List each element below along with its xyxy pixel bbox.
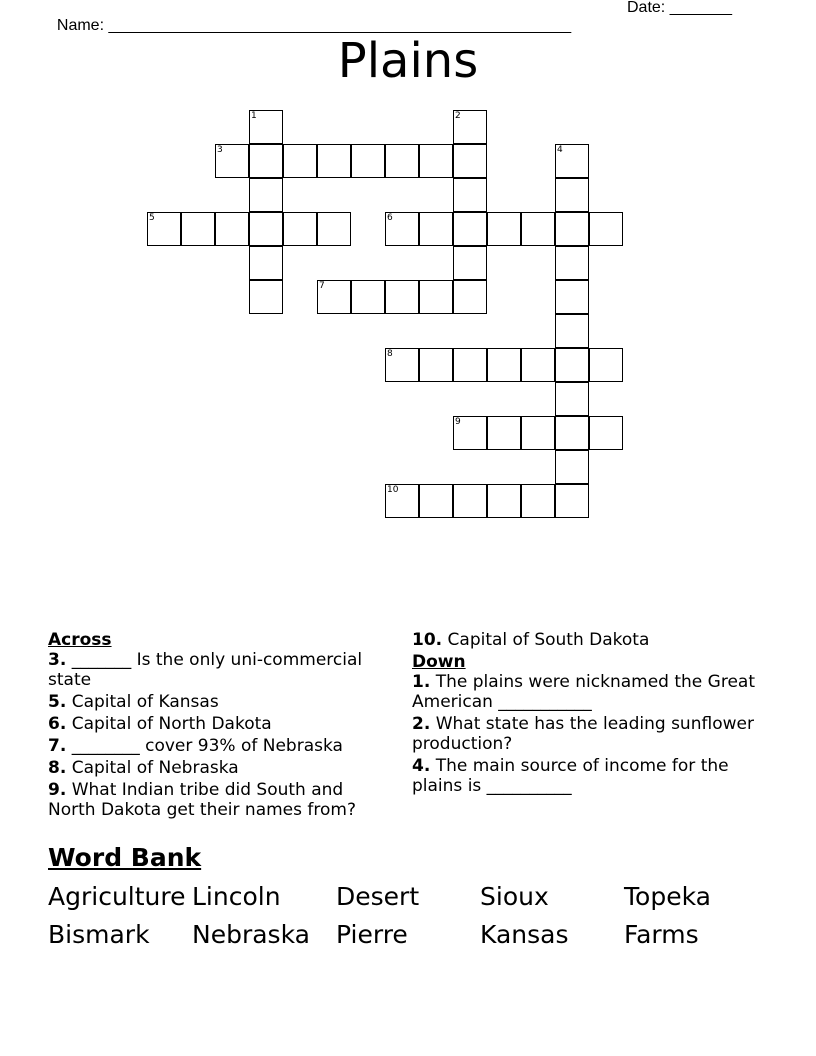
clue-number: 10 xyxy=(387,485,399,495)
across-heading: Across xyxy=(48,630,112,650)
word-bank-item: Nebraska xyxy=(192,920,310,949)
clue-number-label: 8. xyxy=(48,758,67,778)
clue xyxy=(48,758,378,778)
clue-number: 2 xyxy=(455,111,461,121)
grid-cell[interactable] xyxy=(453,484,487,518)
grid-cell[interactable] xyxy=(555,212,589,246)
grid-cell[interactable] xyxy=(215,144,249,178)
word-bank-item: Farms xyxy=(624,920,699,949)
grid-cell[interactable] xyxy=(555,178,589,212)
clue-text: Capital of Nebraska xyxy=(66,758,239,778)
grid-cell[interactable] xyxy=(249,280,283,314)
grid-cell[interactable] xyxy=(555,416,589,450)
grid-cell[interactable] xyxy=(589,348,623,382)
grid-cell[interactable] xyxy=(589,416,623,450)
grid-cell[interactable] xyxy=(453,280,487,314)
word-bank-item: Bismark xyxy=(48,920,150,949)
grid-cell[interactable] xyxy=(521,348,555,382)
grid-cell[interactable] xyxy=(215,212,249,246)
clue-number: 6 xyxy=(387,213,393,223)
clue-text: The main source of income for the plains is __________ xyxy=(412,756,729,796)
grid-cell[interactable] xyxy=(487,212,521,246)
clue xyxy=(48,736,378,756)
grid-cell[interactable] xyxy=(283,212,317,246)
clue-text: Capital of South Dakota xyxy=(442,630,650,650)
clue-text: What Indian tribe did South and North Dakota get their names from? xyxy=(48,780,356,820)
clue xyxy=(412,714,762,754)
grid-cell[interactable] xyxy=(249,212,283,246)
clue-number: 5 xyxy=(149,213,155,223)
clue-text: ________ cover 93% of Nebraska xyxy=(66,736,343,756)
clue-number-label: 1. xyxy=(412,672,431,692)
grid-cell[interactable] xyxy=(249,246,283,280)
grid-cell[interactable] xyxy=(487,484,521,518)
grid-cell[interactable] xyxy=(181,212,215,246)
clue xyxy=(412,630,762,650)
grid-cell[interactable] xyxy=(555,246,589,280)
clue-number: 7 xyxy=(319,281,325,291)
grid-cell[interactable] xyxy=(317,280,351,314)
clue xyxy=(48,714,378,734)
grid-cell[interactable] xyxy=(555,450,589,484)
down-heading: Down xyxy=(412,652,466,672)
clue-text: _______ Is the only uni-commercial state xyxy=(48,650,363,690)
word-bank-item: Kansas xyxy=(480,920,569,949)
clue-number-label: 9. xyxy=(48,780,67,800)
clue-number-label: 7. xyxy=(48,736,67,756)
clues-right-column xyxy=(412,630,762,798)
grid-cell[interactable] xyxy=(249,110,283,144)
grid-cell[interactable] xyxy=(521,212,555,246)
grid-cell[interactable] xyxy=(385,144,419,178)
grid-cell[interactable] xyxy=(555,144,589,178)
grid-cell[interactable] xyxy=(249,178,283,212)
word-bank-item: Topeka xyxy=(624,882,711,911)
grid-cell[interactable] xyxy=(419,348,453,382)
grid-cell[interactable] xyxy=(453,416,487,450)
word-bank-item: Desert xyxy=(336,882,420,911)
clue xyxy=(48,692,378,712)
clue-number-label: 10. xyxy=(412,630,443,650)
grid-cell[interactable] xyxy=(453,212,487,246)
grid-cell[interactable] xyxy=(555,314,589,348)
grid-cell[interactable] xyxy=(385,280,419,314)
grid-cell[interactable] xyxy=(317,212,351,246)
clue-number: 9 xyxy=(455,417,461,427)
clue-number-label: 6. xyxy=(48,714,67,734)
grid-cell[interactable] xyxy=(317,144,351,178)
grid-cell[interactable] xyxy=(453,110,487,144)
down-clue-list xyxy=(412,672,762,796)
clue-text: Capital of North Dakota xyxy=(66,714,272,734)
grid-cell[interactable] xyxy=(555,484,589,518)
grid-cell[interactable] xyxy=(555,280,589,314)
word-bank-item: Agriculture xyxy=(48,882,186,911)
grid-cell[interactable] xyxy=(419,280,453,314)
grid-cell[interactable] xyxy=(419,144,453,178)
word-bank-item: Lincoln xyxy=(192,882,281,911)
grid-cell[interactable] xyxy=(419,484,453,518)
clue-number-label: 4. xyxy=(412,756,431,776)
grid-cell[interactable] xyxy=(555,348,589,382)
word-bank-item: Sioux xyxy=(480,882,549,911)
grid-cell[interactable] xyxy=(419,212,453,246)
clue-number: 8 xyxy=(387,349,393,359)
word-bank-title: Word Bank xyxy=(48,843,202,872)
clue-number: 4 xyxy=(557,145,563,155)
grid-cell[interactable] xyxy=(555,382,589,416)
grid-cell[interactable] xyxy=(453,144,487,178)
clue xyxy=(412,672,762,712)
across-clue-list-continued xyxy=(412,630,762,650)
clue-number: 1 xyxy=(251,111,257,121)
clue-number-label: 2. xyxy=(412,714,431,734)
clue-number-label: 3. xyxy=(48,650,67,670)
clue-number: 3 xyxy=(217,145,223,155)
page-title: Plains xyxy=(337,33,479,89)
grid-cell[interactable] xyxy=(351,144,385,178)
across-clue-list xyxy=(48,650,378,820)
date-field[interactable]: Date: _______ xyxy=(627,0,732,16)
grid-cell[interactable] xyxy=(147,212,181,246)
clues-left-column xyxy=(48,630,378,822)
word-bank-item: Pierre xyxy=(336,920,408,949)
clue-text: Capital of Kansas xyxy=(66,692,219,712)
grid-cell[interactable] xyxy=(521,416,555,450)
grid-cell[interactable] xyxy=(283,144,317,178)
word-bank xyxy=(48,882,768,950)
grid-cell[interactable] xyxy=(453,178,487,212)
grid-cell[interactable] xyxy=(351,280,385,314)
grid-cell[interactable] xyxy=(385,212,419,246)
grid-cell[interactable] xyxy=(385,484,419,518)
grid-cell[interactable] xyxy=(487,416,521,450)
grid-cell[interactable] xyxy=(453,348,487,382)
clue xyxy=(48,650,378,690)
grid-cell[interactable] xyxy=(249,144,283,178)
grid-cell[interactable] xyxy=(589,212,623,246)
clue xyxy=(412,756,762,796)
grid-cell[interactable] xyxy=(521,484,555,518)
grid-cell[interactable] xyxy=(453,246,487,280)
grid-cell[interactable] xyxy=(487,348,521,382)
clue-text: What state has the leading sunflower production? xyxy=(412,714,754,754)
name-field[interactable]: Name: ____________________________________________________ xyxy=(56,17,572,34)
clue xyxy=(48,780,378,820)
clue-number-label: 5. xyxy=(48,692,67,712)
clue-text: The plains were nicknamed the Great American ___________ xyxy=(412,672,755,712)
grid-cell[interactable] xyxy=(385,348,419,382)
